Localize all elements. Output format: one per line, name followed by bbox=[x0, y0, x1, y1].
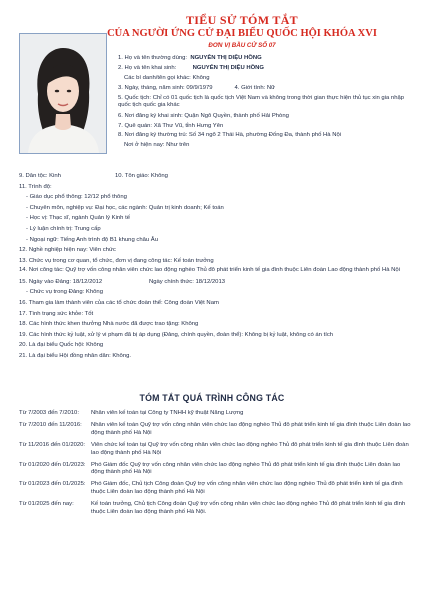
work-history-title: TÓM TẮT QUÁ TRÌNH CÔNG TÁC bbox=[139, 393, 285, 403]
birth-name: NGUYỄN THỊ DIỆU HỒNG bbox=[192, 64, 265, 71]
health-status: 17. Tình trạng sức khỏe: Tốt bbox=[19, 310, 94, 317]
work-item bbox=[19, 410, 415, 418]
work-period: Từ 7/2003 đến 7/2010: bbox=[19, 410, 79, 416]
professional-education: - Chuyên môn, nghiệp vụ: Đại học, các ngành: Quản trị kinh doanh; Kế toán bbox=[26, 204, 224, 211]
alias: Các bí danh/tên gọi khác: Không bbox=[124, 74, 210, 81]
personal-info bbox=[118, 54, 416, 151]
candidate-photo bbox=[19, 33, 107, 154]
education-heading: 11. Trình độ: bbox=[19, 183, 52, 190]
political-theory: - Lý luận chính trị: Trung cấp bbox=[26, 225, 101, 232]
current-residence: Nơi ở hiện nay: Như trên bbox=[124, 142, 190, 149]
national-assembly-delegate: 20. Là đại biểu Quốc hội: Không bbox=[19, 342, 104, 349]
permanent-residence: 8. Nơi đăng ký thường trú: Số 34 ngõ 2 Thái Hà, phường Đống Đa, thành phố Hà Nội bbox=[118, 132, 342, 139]
work-item bbox=[19, 462, 415, 478]
party-official-date: Ngày chính thức: 18/12/2013 bbox=[149, 278, 225, 285]
work-item bbox=[19, 481, 415, 497]
awards: 18. Các hình thức khen thưởng Nhà nước đã được trao tặng: Không bbox=[19, 321, 199, 328]
work-period: Từ 01/2020 đến 01/2023: bbox=[19, 461, 86, 468]
work-description: Kế toán trưởng, Chủ tịch Công đoàn Quỹ trợ vốn công nhân viên chức lao động nghèo Thủ đô phát triển kinh tế gia đình thuộc Liên đoàn lao động thành phố Hà Nội. bbox=[91, 501, 406, 516]
candidate-details bbox=[19, 171, 415, 362]
work-item bbox=[19, 501, 415, 517]
work-period: Từ 01/2025 đến nay: bbox=[19, 501, 74, 508]
work-period: Từ 7/2010 đến 11/2016: bbox=[19, 421, 82, 428]
common-name: NGUYỄN THỊ DIỆU HỒNG bbox=[190, 55, 262, 61]
hometown: 7. Quê quán: Xã Thư Vũ, tỉnh Hưng Yên bbox=[118, 122, 224, 129]
document-title: TIỂU SỬ TÓM TẮT bbox=[186, 13, 298, 27]
organizations: 16. Tham gia làm thành viên của các tổ chức đoàn thể: Công đoàn Việt Nam bbox=[19, 299, 219, 306]
foreign-language: - Ngoại ngữ: Tiếng Anh trình độ B1 khung châu Âu bbox=[26, 236, 158, 243]
birth-registration: 6. Nơi đăng ký khai sinh: Quận Ngô Quyền, thành phố Hải Phòng bbox=[118, 112, 289, 119]
work-item bbox=[19, 442, 415, 458]
ethnicity: 9. Dân tộc: Kinh bbox=[19, 173, 61, 179]
work-history bbox=[19, 410, 415, 521]
info-row-3-4 bbox=[118, 84, 416, 94]
work-description: Viên chức kế toán tại Quỹ trợ vốn công nhân viên chức lao động nghèo Thủ đô phát triển kinh tế gia đình thuộc Liên đoàn lao động thành phố Hà Nội bbox=[91, 441, 409, 456]
birth-date: 3. Ngày, tháng, năm sinh: 09/9/1979 bbox=[118, 84, 213, 91]
work-period: Từ 11/2016 đến 01/2020: bbox=[19, 441, 86, 448]
work-description: Phó Giám đốc Quỹ trợ vốn công nhân viên chức lao động nghèo Thủ đô phát triển kinh tế gia đình thuộc Liên đoàn lao động thành phố Hà Nội bbox=[91, 461, 401, 476]
party-position: - Chức vụ trong Đảng: Không bbox=[26, 289, 103, 296]
work-item bbox=[19, 422, 415, 438]
party-dates-row bbox=[19, 277, 415, 288]
work-period: Từ 01/2023 đến 01/2025: bbox=[19, 481, 86, 488]
occupation: 12. Nghề nghiệp hiện nay: Viên chức bbox=[19, 247, 116, 254]
gender: 4. Giới tính: Nữ bbox=[234, 84, 276, 91]
religion: 10. Tôn giáo: Không bbox=[115, 173, 168, 179]
electoral-unit: ĐƠN VỊ BẦU CỬ SỐ 07 bbox=[208, 42, 276, 49]
info-row-2 bbox=[118, 64, 416, 74]
document-subtitle: CỦA NGƯỜI ỨNG CỬ ĐẠI BIỂU QUỐC HỘI KHÓA XVI bbox=[107, 28, 377, 39]
peoples-council-delegate: 21. Là đại biểu Hội đồng nhân dân: Không. bbox=[19, 352, 132, 359]
work-description: Nhân viên kế toán Quỹ trợ vốn công nhân viên chức lao động nghèo Thủ đô phát triển kinh tế gia đình thuộc Liên đoàn lao động thành phố Hà Nội bbox=[91, 421, 411, 436]
general-education: - Giáo dục phổ thông: 12/12 phổ thông bbox=[26, 194, 127, 201]
work-description: Nhân viên kế toán tại Công ty TNHH kỹ thuật Năng Lượng bbox=[91, 410, 244, 416]
info-label-2: 2. Họ và tên khai sinh: bbox=[118, 64, 177, 71]
position: 13. Chức vụ trong cơ quan, tổ chức, đơn vị đang công tác: Kế toán trưởng bbox=[19, 257, 214, 264]
workplace: 14. Nơi công tác: Quỹ trợ vốn công nhân viên chức lao động nghèo Thủ đô phát triển kinh tế gia đình thuộc Liên đoàn Lao động thành phố Hà Nội bbox=[19, 267, 400, 274]
info-row-1 bbox=[118, 54, 416, 64]
disciplinary-record: 19. Các hình thức kỷ luật, xử lý vi phạm đã bị áp dụng (Đảng, chính quyền, đoàn thể): Không bị kỷ luật, không có án tích bbox=[19, 331, 334, 338]
academic-degree: - Học vị: Thạc sĩ, ngành Quản lý Kinh tế bbox=[26, 215, 131, 222]
info-label-1: 1. Họ và tên thường dùng: bbox=[118, 55, 188, 61]
work-description: Phó Giám đốc, Chủ tịch Công đoàn Quỹ trợ vốn công nhân viên chức lao động nghèo Thủ đô phát triển kinh tế gia đình thuộc Liên đoàn lao động thành phố Hà Nội bbox=[91, 481, 403, 496]
nationality: 5. Quốc tịch: Chỉ có 01 quốc tịch là quốc tịch Việt Nam và không trong thời gian thực hiện thủ tục xin gia nhập quốc tịch quốc gia khác bbox=[118, 94, 405, 109]
party-join-date: 15. Ngày vào Đảng: 18/12/2012 bbox=[19, 278, 103, 285]
ethnicity-religion-row bbox=[19, 171, 415, 182]
